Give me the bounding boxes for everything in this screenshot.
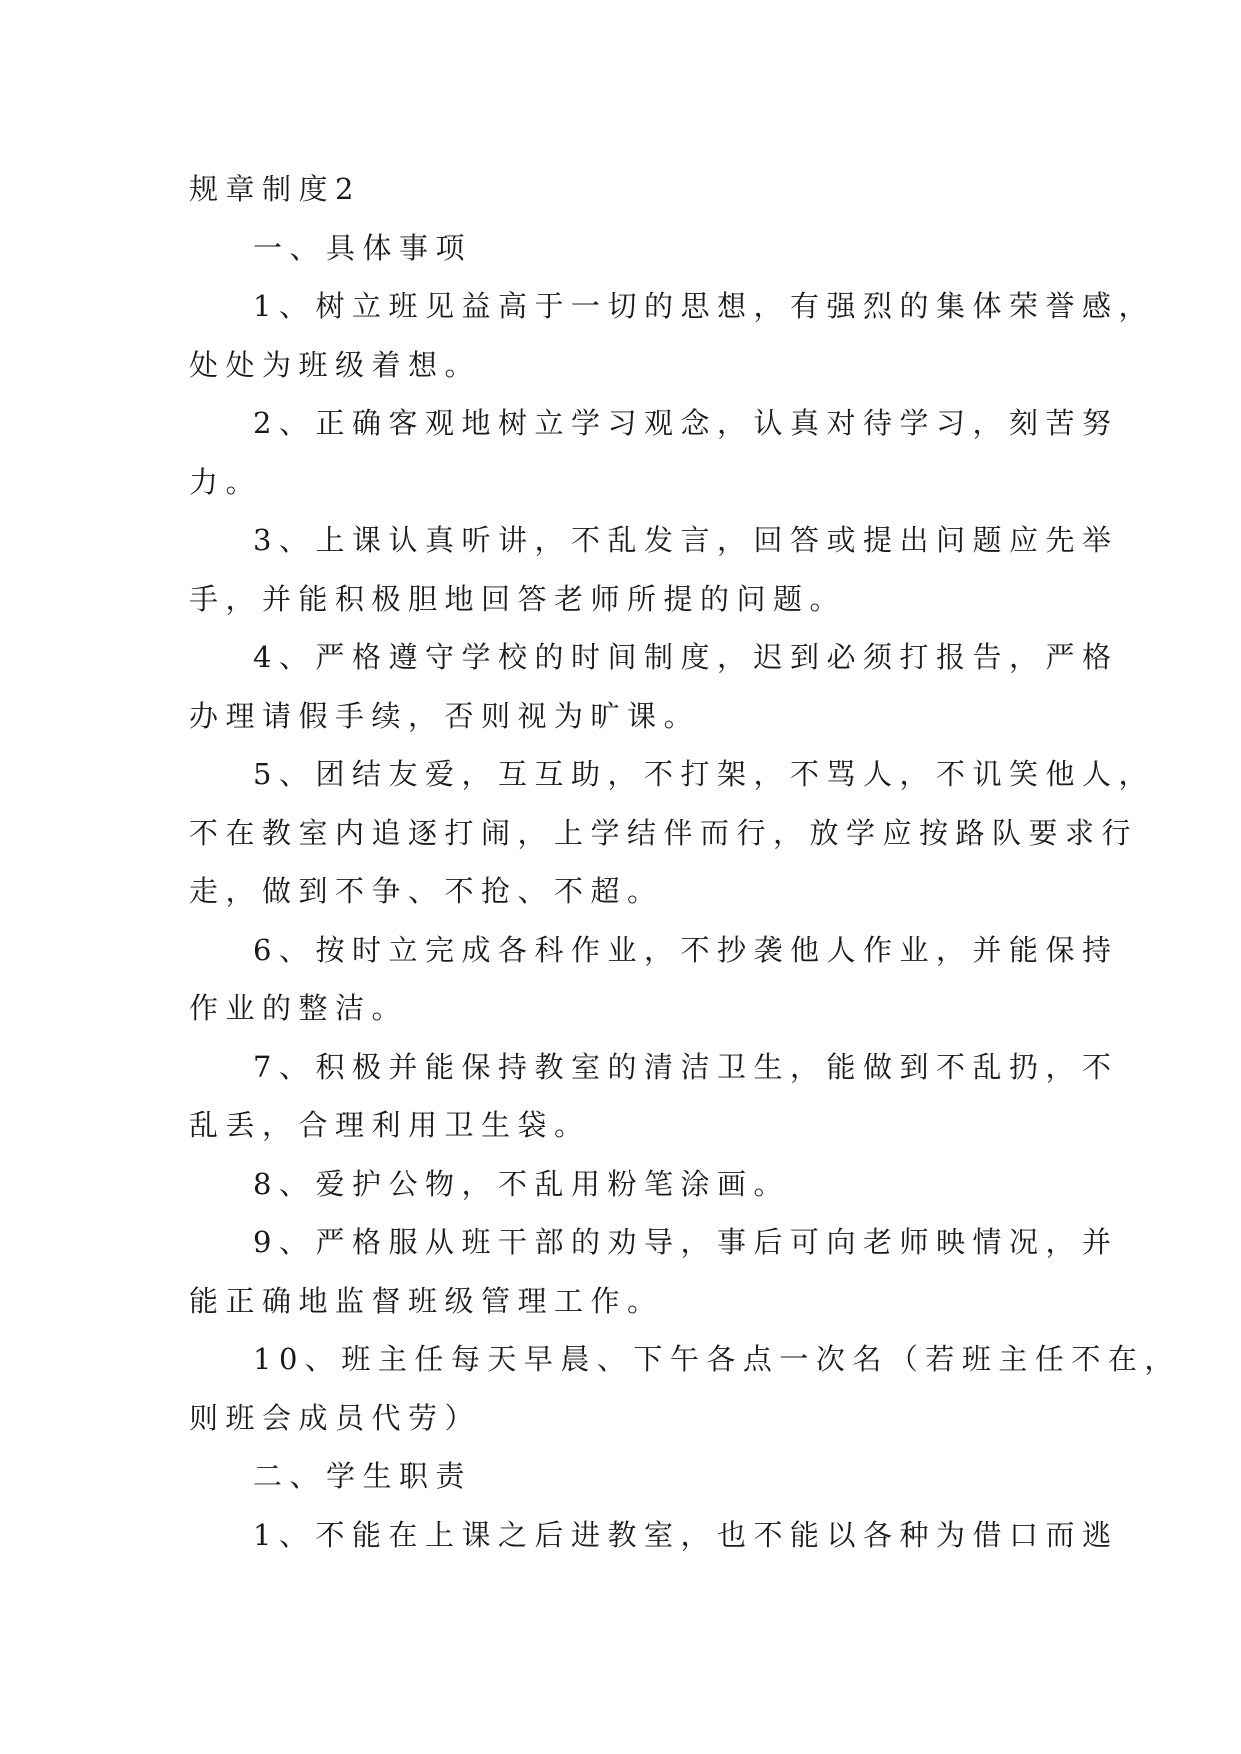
document-body [189,160,1181,1564]
item-line: 4、严格遵守学校的时间制度，迟到必须打报告，严格 [253,640,1119,674]
item-line: 8、爱护公物，不乱用粉笔涂画。 [253,1166,790,1201]
item-line: 则班会成员代劳） [189,1400,482,1435]
section-heading-student-duties [189,1447,1061,1506]
list-item [189,511,1119,628]
list-item [189,1213,1119,1330]
item-line: 10、班主任每天早晨、下午各点一次名（若班主任不在， [253,1342,1181,1376]
section-heading-text: 二、学生职责 [253,1459,473,1493]
list-item [189,1330,1181,1447]
item-line: 5、团结友爱，互互助，不打架，不骂人，不讥笑他人， [253,757,1155,791]
item-line: 9、严格服从班干部的劝导，事后可向老师映情况，并 [253,1225,1119,1259]
item-line: 7、积极并能保持教室的清洁卫生，能做到不乱扔，不 [253,1049,1119,1084]
item-line: 走，做到不争、不抢、不超。 [189,874,664,908]
item-line: 力。 [189,464,263,499]
item-line: 3、上课认真听讲，不乱发言，回答或提出问题应先举 [253,523,1119,557]
title-text: 规章制度2 [189,172,361,206]
list-item [189,394,1119,511]
item-line: 办理请假手续，否则视为旷课。 [189,698,701,733]
list-item [189,277,1155,394]
item-line: 处处为班级着想。 [189,347,482,382]
list-item [189,745,1155,921]
item-line: 1、树立班见益高于一切的思想，有强烈的集体荣誉感， [253,289,1155,323]
list-item [189,628,1119,745]
list-item [189,1038,1119,1155]
item-line: 作业的整洁。 [189,991,409,1025]
section-heading-text: 一、具体事项 [253,230,473,265]
item-line: 能正确地监督班级管理工作。 [189,1283,664,1318]
item-line: 2、正确客观地树立学习观念，认真对待学习，刻苦努 [253,406,1119,440]
list-item [189,1506,1119,1565]
item-line: 6、按时立完成各科作业，不抄袭他人作业，并能保持 [253,932,1119,967]
item-line: 乱丢，合理利用卫生袋。 [189,1108,591,1142]
section-heading-specific-items [189,219,1061,278]
document-title [189,160,1061,219]
list-item [189,1155,1061,1214]
item-line: 不在教室内追逐打闹，上学结伴而行，放学应按路队要求行 [189,815,1139,850]
item-line: 手，并能积极胆地回答老师所提的问题。 [189,581,847,616]
list-item [189,921,1119,1038]
item-line: 1、不能在上课之后进教室，也不能以各种为借口而逃 [253,1517,1119,1552]
